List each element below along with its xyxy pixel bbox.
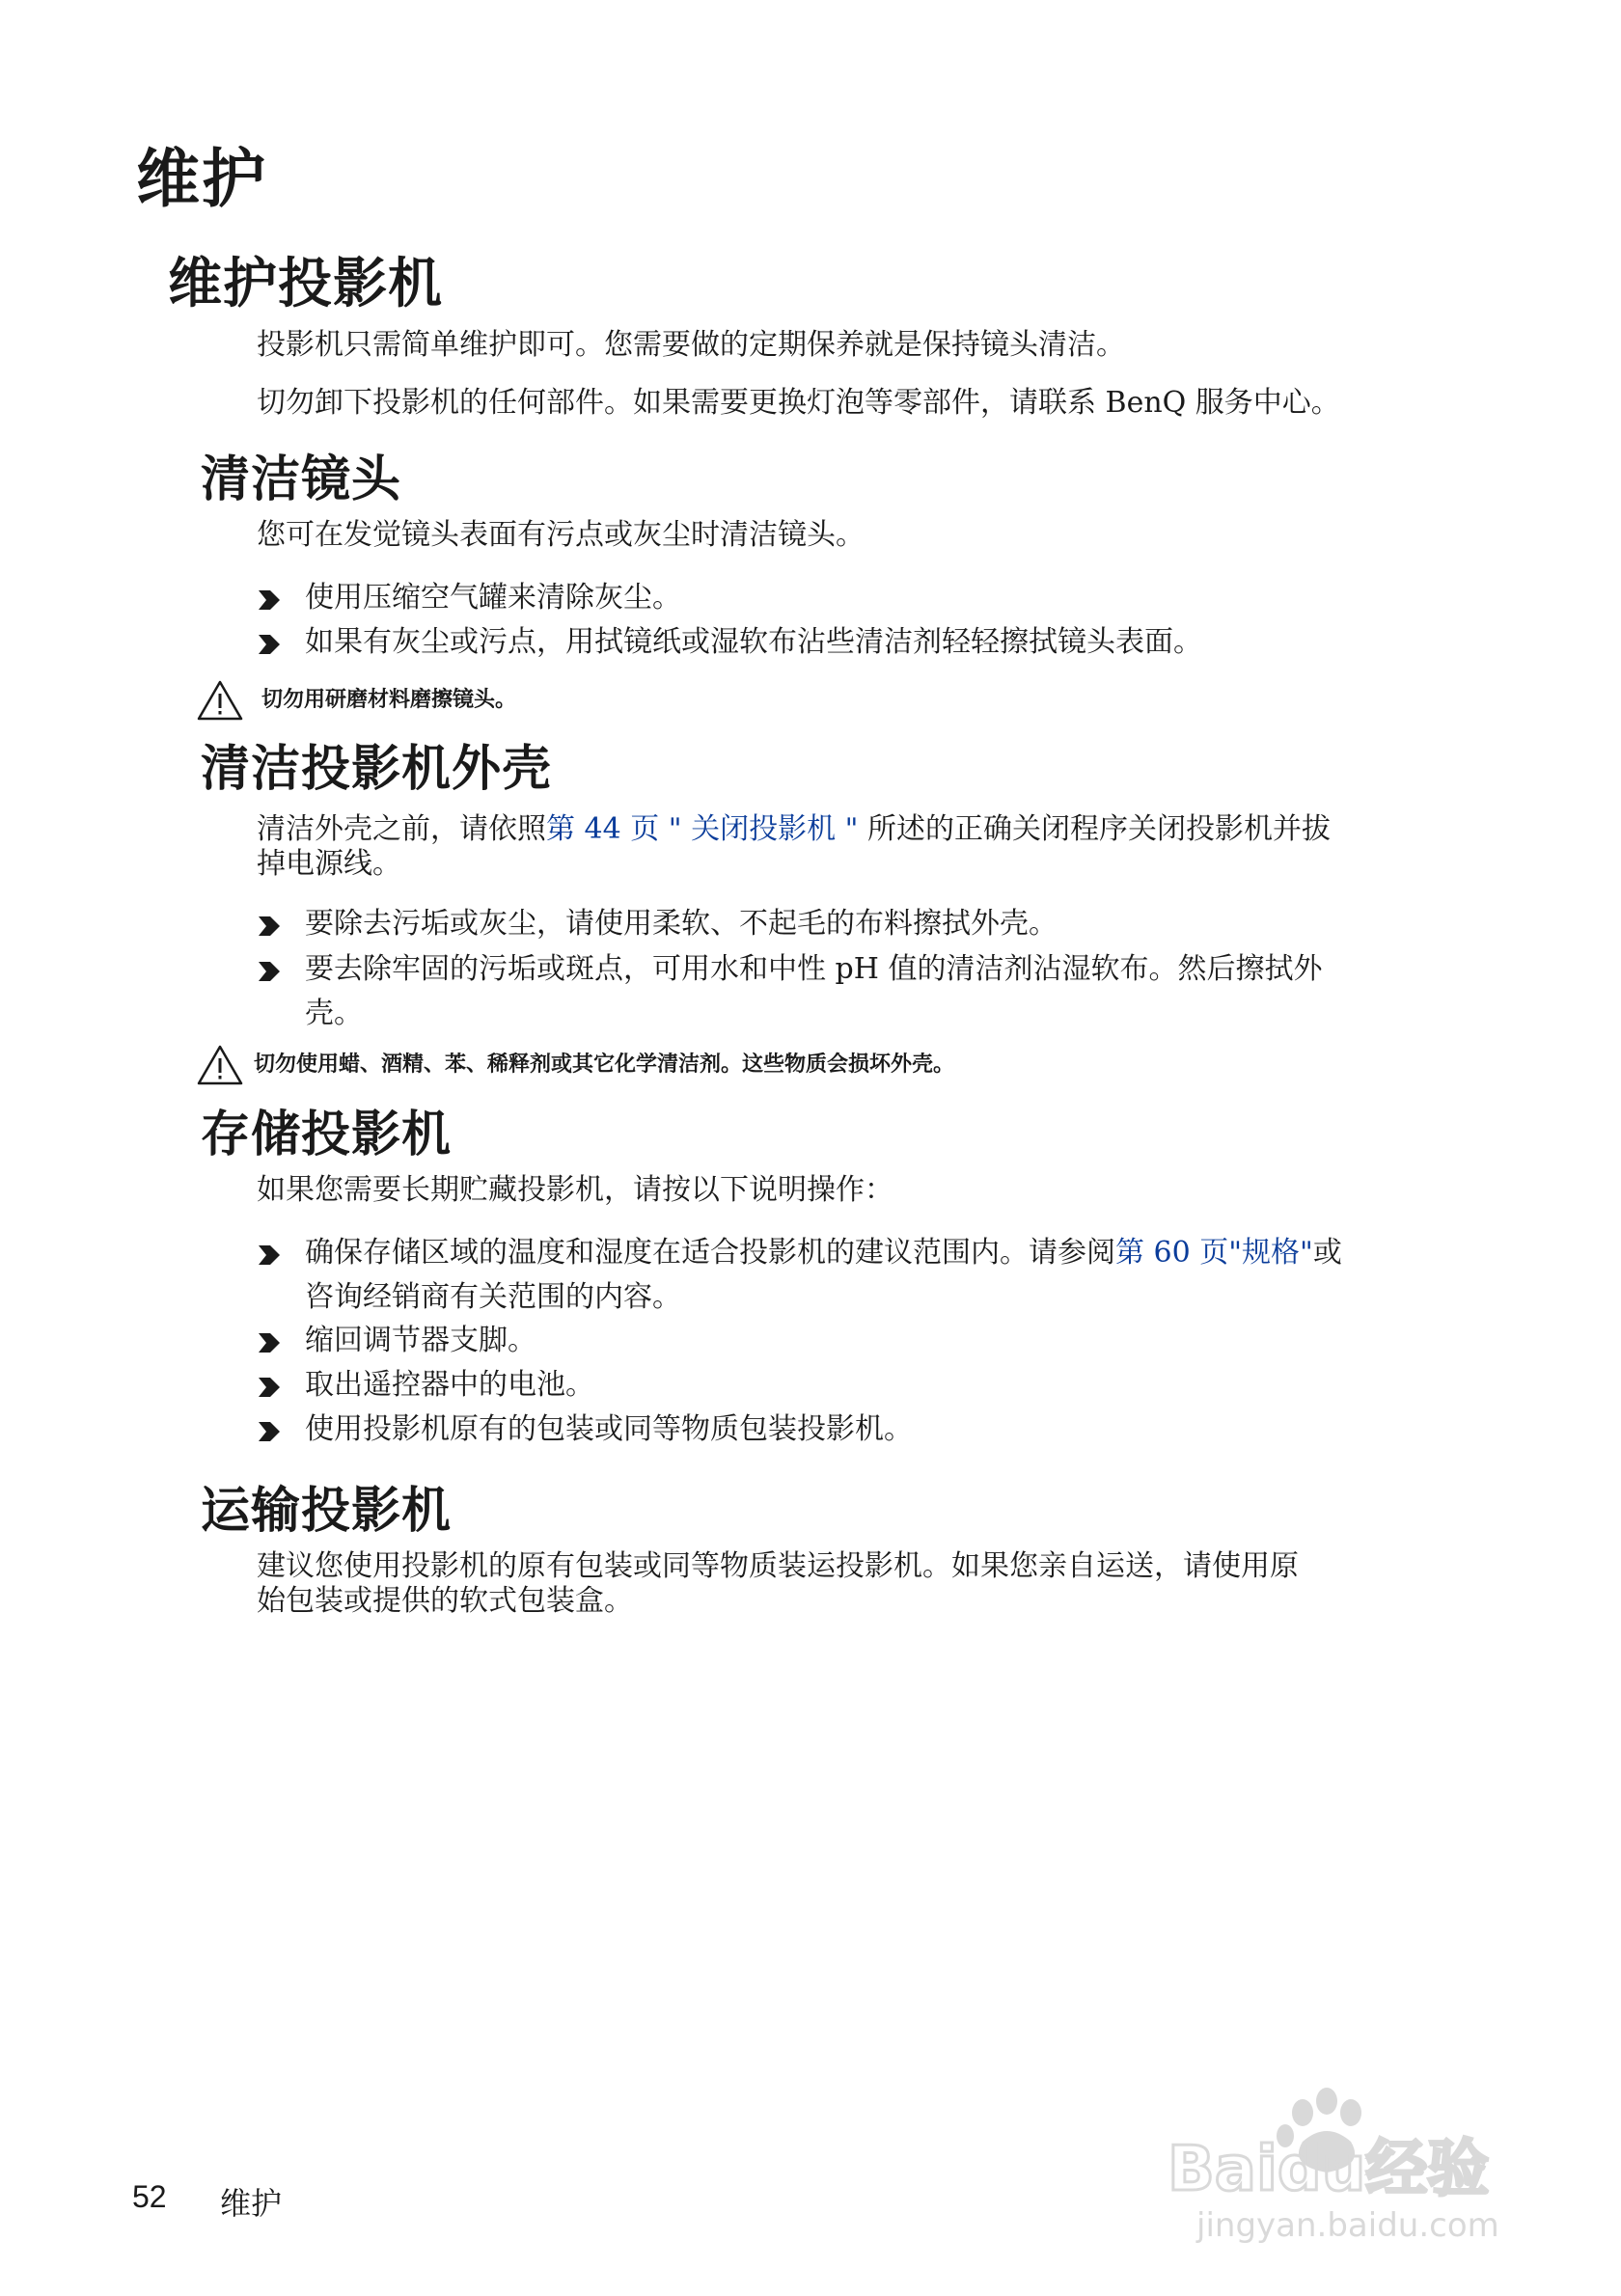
list-item-text: 使用投影机原有的包装或同等物质包装投影机。 <box>305 1412 913 1446</box>
arrow-bullet-icon <box>257 1330 282 1355</box>
lens-intro: 您可在发觉镜头表面有污点或灰尘时清洁镜头。 <box>257 518 865 552</box>
warning-icon <box>196 679 244 722</box>
list-item <box>257 1408 1482 1452</box>
watermark-url: jingyan.baidu.com <box>1196 2206 1499 2245</box>
case-intro-text: 掉电源线。 <box>257 847 401 881</box>
section-heading-lens: 清洁镜头 <box>201 451 402 508</box>
warning-text: 切勿使用蜡、酒精、苯、稀释剂或其它化学清洁剂。这些物质会损坏外壳。 <box>254 1052 955 1077</box>
case-intro <box>257 812 1482 882</box>
store-intro: 如果您需要长期贮藏投影机，请按以下说明操作： <box>257 1173 893 1207</box>
warning-text: 切勿用研磨材料磨擦镜头。 <box>261 688 517 712</box>
case-intro-text: 清洁外壳之前，请依照 <box>257 812 546 846</box>
page-60-link[interactable]: 第 60 页"规格" <box>1115 1236 1313 1270</box>
arrow-bullet-icon <box>257 588 282 613</box>
list-item-text: 使用压缩空气罐来清除灰尘。 <box>305 581 681 615</box>
list-item-text: 要去除牢固的污垢或斑点，可用水和中性 pH 值的清洁剂沾湿软布。然后擦拭外 <box>305 952 1323 986</box>
arrow-bullet-icon <box>257 1419 282 1444</box>
section-heading-maintain: 维护投影机 <box>168 253 443 315</box>
list-item-text: 缩回调节器支脚。 <box>305 1324 536 1357</box>
list-item <box>257 620 1482 665</box>
list-item-text-part: 或 <box>1312 1236 1342 1270</box>
list-item-text: 壳。 <box>305 997 363 1030</box>
maintain-paragraph-1: 投影机只需简单维护即可。您需要做的定期保养就是保持镜头清洁。 <box>257 328 1125 362</box>
page-title: 维护 <box>136 142 267 216</box>
arrow-bullet-icon <box>257 1243 282 1268</box>
arrow-bullet-icon <box>257 959 282 984</box>
arrow-bullet-icon <box>257 914 282 939</box>
list-item <box>257 947 1482 1036</box>
warning-note <box>196 1051 954 1080</box>
baidu-paw-logo-icon <box>1158 2074 1563 2248</box>
transport-paragraph <box>257 1549 1482 1619</box>
list-item <box>257 902 1482 946</box>
section-heading-transport: 运输投影机 <box>201 1483 453 1540</box>
maintain-paragraph-2: 切勿卸下投影机的任何部件。如果需要更换灯泡等零部件，请联系 BenQ 服务中心。 <box>257 386 1340 420</box>
list-item-text: 取出遥控器中的电池。 <box>305 1368 594 1402</box>
page-number: 52 <box>132 2179 167 2214</box>
page-44-link[interactable]: 第 44 页 " 关闭投影机 " <box>546 812 859 846</box>
warning-icon <box>196 1044 244 1086</box>
list-item <box>257 576 1482 620</box>
section-heading-store: 存储投影机 <box>201 1107 453 1163</box>
list-item <box>257 1319 1482 1363</box>
list-item-text: 如果有灰尘或污点，用拭镜纸或湿软布沾些清洁剂轻轻擦拭镜头表面。 <box>305 625 1202 659</box>
arrow-bullet-icon <box>257 1375 282 1400</box>
watermark-brand: Baidu经验 <box>1168 2134 1490 2205</box>
list-item-text-part: 确保存储区域的温度和湿度在适合投影机的建议范围内。请参阅 <box>305 1236 1115 1270</box>
list-item-text <box>305 1231 1482 1275</box>
section-heading-case: 清洁投影机外壳 <box>201 741 553 798</box>
transport-text: 建议您使用投影机的原有包装或同等物质装运投影机。如果您亲自运送，请使用原 <box>257 1549 1299 1583</box>
list-item-text: 要除去污垢或灰尘，请使用柔软、不起毛的布料擦拭外壳。 <box>305 907 1058 941</box>
warning-note <box>196 686 516 715</box>
arrow-bullet-icon <box>257 632 282 657</box>
baidu-watermark <box>1158 2074 1563 2248</box>
footer-section-name: 维护 <box>220 2185 283 2222</box>
transport-text: 始包装或提供的软式包装盒。 <box>257 1584 633 1618</box>
case-intro-text: 所述的正确关闭程序关闭投影机并拔 <box>858 812 1331 846</box>
list-item-text: 咨询经销商有关范围的内容。 <box>305 1280 681 1314</box>
list-item <box>257 1231 1482 1320</box>
list-item <box>257 1363 1482 1408</box>
